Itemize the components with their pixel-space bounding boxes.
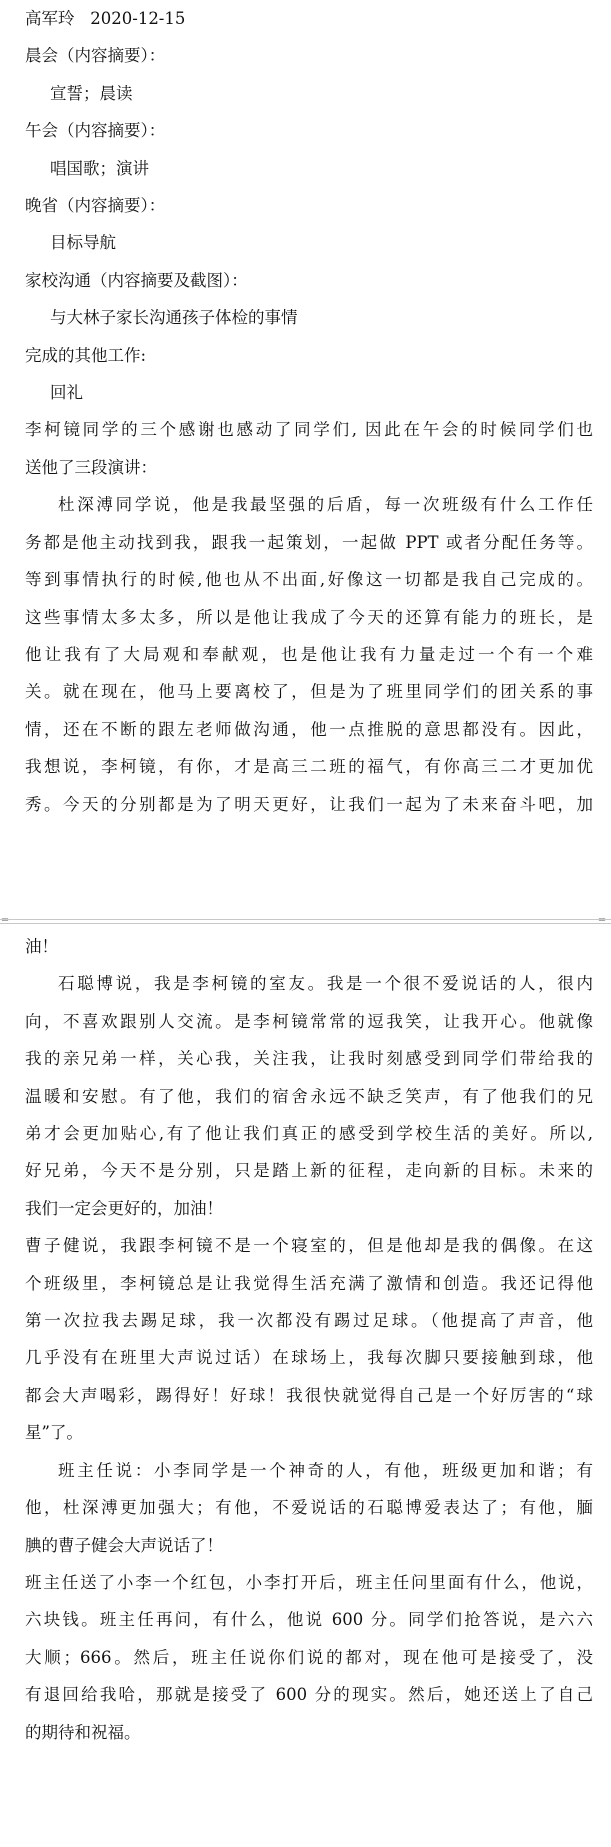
speech1-line: 等到事情执行的时候,他也从不出面,好像这一切都是我自己完成的。 (25, 570, 593, 590)
evening-content: 目标导航 (50, 233, 116, 253)
page-break-left-marker-icon: ═ (2, 915, 9, 926)
speech1-line: 杜深溥同学说，他是我最坚强的后盾，每一次班级有什么工作任 (58, 495, 593, 515)
evening-heading: 晚省（内容摘要）： (25, 196, 166, 216)
speech1-line: 他让我有了大局观和奉献观，也是他让我有力量走过一个有一个难 (25, 644, 593, 664)
page-1 (25, 0, 593, 823)
speech-paragraph-3 (25, 1227, 593, 1451)
report-date: 2020-12-15 (90, 9, 186, 28)
speech1-line: 这些事情太多太多，所以是他让我成了今天的还算有能力的班长，是 (25, 607, 593, 627)
ending-line: 大顺；666。然后，班主任说你们说的都对，现在他可是接受了，没 (25, 1647, 593, 1667)
speech2-line: 石聪博说，我是李柯镜的室友。我是一个很不爱说话的人，很内 (58, 974, 593, 994)
page-2 (25, 928, 593, 1751)
other-work-content: 回礼 (50, 383, 83, 403)
teacher-line: 他，杜深溥更加强大；有他，不爱说话的石聪博爱表达了；有他，腼 (25, 1498, 593, 1518)
teacher-line: 班主任说：小李同学是一个神奇的人，有他，班级更加和谐；有 (58, 1460, 593, 1480)
morning-content: 宣誓；晨读 (50, 83, 133, 103)
speech3-line: 都会大声喝彩，踢得好！好球！我很快就觉得自己是一个好厉害的“球 (25, 1385, 593, 1405)
speech3-line: 星”了。 (25, 1423, 83, 1443)
author-name: 高军玲 (25, 9, 75, 28)
other-work-heading: 完成的其他工作: (25, 345, 147, 365)
intro-line: 送他了三段演讲： (25, 457, 157, 477)
speech2-line: 向，不喜欢跟别人交流。是李柯镜常常的逗我笑，让我开心。他就像 (25, 1011, 593, 1031)
speech1-line: 务都是他主动找到我，跟我一起策划，一起做 PPT 或者分配任务等。 (25, 532, 593, 552)
speech3-line: 曹子健说，我跟李柯镜不是一个寝室的，但是他却是我的偶像。在这 (25, 1236, 593, 1256)
speech-paragraph-2 (25, 965, 593, 1227)
speech1-line: 秀。今天的分别都是为了明天更好，让我们一起为了未来奋斗吧，加 (25, 794, 593, 814)
speech3-line: 几乎没有在班里大声说过话）在球场上，我每次脚只要接触到球，他 (25, 1348, 593, 1368)
speech3-line: 个班级里，李柯镜总是让我觉得生活充满了激情和创造。我还记得他 (25, 1273, 593, 1293)
page-break (0, 916, 611, 928)
ending-line: 有退回给我哈，那就是接受了 600 分的现实。然后，她还送上了自己 (25, 1685, 593, 1705)
speech2-line: 温暖和安慰。有了他，我们的宿舍永远不缺乏笑声，有了他我们的兄 (25, 1086, 593, 1106)
page-break-rule (0, 923, 611, 924)
teacher-line: 腆的曹子健会大声说话了！ (25, 1535, 223, 1555)
speech1-line: 关。就在现在，他马上要离校了，但是为了班里同学们的团关系的事 (25, 682, 593, 702)
teacher-paragraph (25, 1452, 593, 1564)
speech-paragraph-1 (25, 486, 593, 823)
noon-content: 唱国歌；演讲 (50, 158, 149, 178)
speech1-line: 我想说，李柯镜，有你，才是高三二班的福气，有你高三二才更加优 (25, 757, 593, 777)
page-break-right-marker-icon: ═ (599, 915, 606, 926)
intro-paragraph (25, 411, 593, 486)
morning-heading: 晨会（内容摘要）： (25, 46, 166, 66)
ending-line: 的期待和祝福。 (25, 1722, 141, 1742)
home-school-content: 与大林子家长沟通孩子体检的事情 (50, 308, 298, 328)
ending-line: 六块钱。班主任再问，有什么，他说 600 分。同学们抢答说，是六六 (25, 1610, 593, 1630)
intro-line: 李柯镜同学的三个感谢也感动了同学们, 因此在午会的时候同学们也 (25, 420, 593, 440)
ending-paragraph (25, 1564, 593, 1751)
home-school-heading: 家校沟通（内容摘要及截图）： (25, 270, 248, 290)
speech2-line: 弟才会更加贴心,有了他让我们真正的感受到学校生活的美好。所以, (25, 1124, 593, 1144)
ending-line: 班主任送了小李一个红包，小李打开后，班主任问里面有什么，他说， (25, 1572, 593, 1592)
speech1-end-line: 油！ (25, 937, 58, 956)
speech2-line: 我们一定会更好的，加油！ (25, 1198, 223, 1218)
speech2-line: 我的亲兄弟一样，关心我，关注我，让我时刻感受到同学们带给我的 (25, 1049, 593, 1069)
header-line (25, 0, 593, 37)
page-break-rule (0, 919, 611, 920)
speech2-line: 好兄弟，今天不是分别，只是踏上新的征程，走向新的目标。未来的 (25, 1161, 593, 1181)
noon-heading: 午会（内容摘要）： (25, 121, 166, 141)
speech3-line: 第一次拉我去踢足球，我一次都没有踢过足球。（他提高了声音，他 (25, 1311, 593, 1331)
speech1-line: 情，还在不断的跟左老师做沟通，他一点推脱的意思都没有。因此， (25, 719, 593, 739)
